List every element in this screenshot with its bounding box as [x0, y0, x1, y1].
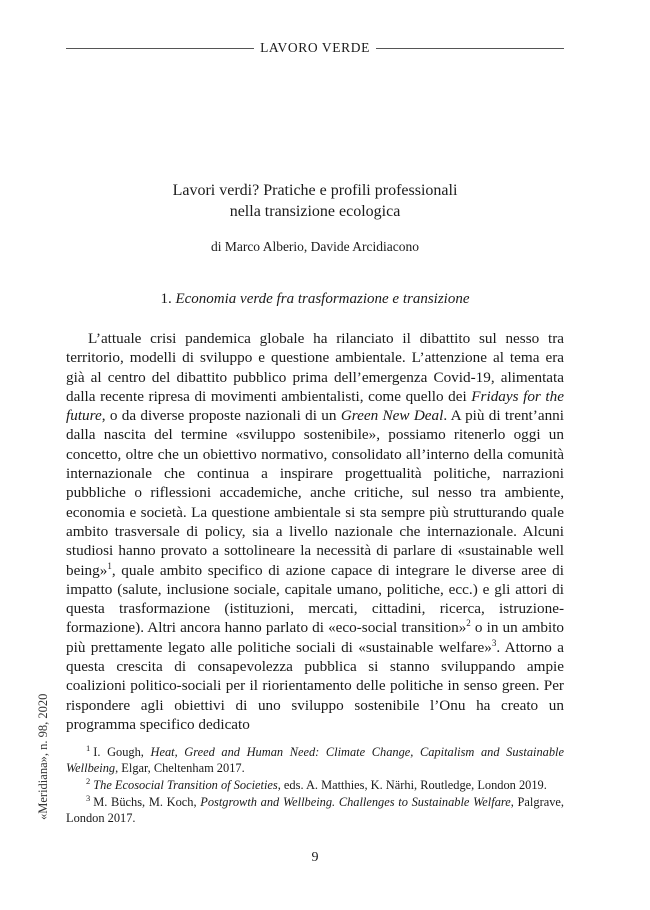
body-text-run: , quale ambito specifico di azione capace di integrare le diverse aree di impatto (salute, inclusione sociale, capitale umano, politiche, ecc.) e gli attori di questa trasformazione (istituzioni, mercati, cittadini, ricerca, istruzione-formazione). Altri ancora hanno parlato di «eco-social transition»: [66, 561, 564, 637]
footnote-text: I. Gough,: [93, 745, 151, 759]
section-number: 1.: [160, 291, 172, 307]
footnote-text: M. Büchs, M. Koch,: [93, 795, 201, 809]
footnote: [66, 744, 564, 776]
footnote-ref-3[interactable]: 3: [491, 637, 497, 648]
footnote-ref-2[interactable]: 2: [466, 618, 471, 629]
article-authors: di Marco Alberio, Davide Arcidiacono: [210, 239, 420, 254]
body-text: [66, 329, 564, 734]
article-title-line-2: nella transizione ecologica: [229, 203, 401, 220]
footnote-mark: 2: [86, 775, 91, 786]
section-title: Economia verde fra trasformazione e transizione: [175, 291, 470, 307]
footnote-ref-1[interactable]: 1: [107, 560, 112, 571]
footnote: [66, 794, 564, 826]
footnote-mark: 3: [86, 792, 91, 803]
footnote-title: The Ecosocial Transition of Societies: [93, 778, 278, 792]
footnote-text: , Palgrave, London 2017.: [66, 795, 564, 825]
footnote-text: , Elgar, Cheltenham 2017.: [115, 761, 245, 775]
body-text-run: . A più di trent’anni dalla nascita del termine «sviluppo sostenibile», possiamo ritenerlo oggi un concetto, oltre che un obiettivo normativo, consolidato all’interno della comunità internazionale che continua a inspirare progettualità politiche, narrazioni pubbliche o riflessioni accademiche, anche critiche, sul nesso tra ambiente, economia e società. La questione ambientale si sta sempre più strutturando quale ambito trasversale di policy, sia a livello nazionale che internazionale. Alcuni studiosi hanno provato a sottolineare la necessità di parlare di «sustainable well being»: [66, 407, 564, 579]
body-text-run: o in un ambito più prettamente legato alle politiche sociali di «sustainable welfare»: [66, 619, 565, 656]
paragraph: [66, 329, 564, 734]
header-rule-right: [376, 48, 564, 49]
running-header: [66, 40, 564, 56]
header-rule-left: [66, 48, 254, 49]
footnote: [66, 777, 564, 793]
footnote-text: , eds. A. Matthies, K. Närhi, Routledge, London 2019.: [277, 778, 547, 792]
article-title-line-1: Lavori verdi? Pratiche e profili professionali: [172, 182, 458, 199]
page-number: 9: [311, 850, 319, 865]
article-title: [66, 180, 564, 222]
footnote-title: Heat, Greed and Human Need: Climate Change, Capitalism and Sustainable Wellbeing: [66, 745, 564, 775]
running-title: LAVORO VERDE: [260, 40, 370, 55]
body-text-run: . Attorno a questa crescita di consapevolezza pubblica si stanno sviluppando ampie coalizioni politico-sociali per il riorientamento delle politiche in senso green. Per rispondere agli obiettivi di uno sviluppo sostenibile l’Onu ha creato un programma specifico dedicato: [66, 638, 564, 733]
footnote-mark: 1: [86, 742, 91, 753]
footnote-title: Postgrowth and Wellbeing. Challenges to Sustainable Welfare: [200, 795, 511, 809]
body-text-run: L’attuale crisi pandemica globale ha rilanciato il dibattito sul nesso tra territorio, modelli di sviluppo e questione ambientale. L’attenzione al tema era già al centro del dibattito pubblico prima dell’emergenza Covid-19, alimentata dalla recente ripresa di movimenti ambientalisti, come quello dei: [66, 330, 564, 405]
footnotes: [66, 744, 564, 827]
body-italic-green-new-deal: Green New Deal: [340, 407, 444, 425]
section-heading: [66, 291, 564, 308]
body-italic-fridays: Fridays for the future: [66, 387, 564, 425]
body-text-run: , o da diverse proposte nazionali di un: [101, 407, 341, 425]
journal-sidebar: «Meridiana», n. 98, 2020: [36, 693, 50, 820]
